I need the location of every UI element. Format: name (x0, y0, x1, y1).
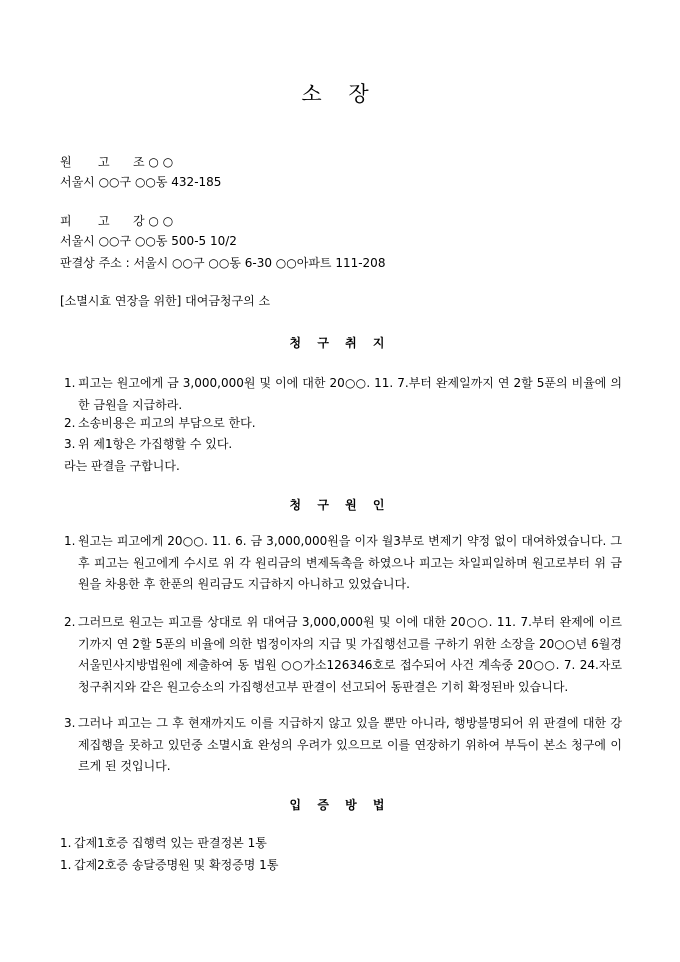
evidence-item-2 (60, 855, 620, 877)
item-text: 피고는 원고에게 금 3,000,000원 및 이에 대한 20○○. 11. 7.부터 완제일까지 연 2할 5푼의 비율에 의한 금원을 지급하라. (78, 376, 622, 412)
claim-purpose-item-3 (64, 434, 622, 456)
claim-purpose-item-1 (64, 373, 622, 416)
claim-purpose-item-2 (64, 413, 622, 435)
plaintiff-name: 조 ○ ○ (133, 155, 174, 169)
item-number: 1. (64, 376, 76, 390)
claim-cause-item-1 (64, 531, 622, 596)
case-name: [소멸시효 연장을 위한] 대여금청구의 소 (60, 294, 271, 308)
item-text: 갑제1호증 집행력 있는 판결정본 1통 (74, 836, 267, 850)
item-text: 소송비용은 피고의 부담으로 한다. (78, 416, 256, 430)
item-text: 그러므로 원고는 피고를 상대로 위 대여금 3,000,000원 및 이에 대한 20○○. 11. 7.부터 완제에 이르기까지 연 2할 5푼의 비율에 의한 법정이자의 지급 및 가집행선고를 구하기 위한 소장을 20○○년 6월경 서울민사지방법원에 제출하여 동 법원 ○○가소126346호로 접수되어 사건 계속중 20○○. 7. 24.자로 청구취지와 같은 원고승소의 가집행선고부 판결이 선고되어 동판결은 기히 확정된바 있습니다. (78, 615, 622, 694)
plaintiff-address: 서울시 ○○구 ○○동 432-185 (60, 175, 222, 189)
item-text: 갑제2호증 송달증명원 및 확정증명 1통 (74, 858, 279, 872)
item-number: 2. (64, 416, 76, 430)
claim-purpose-closing: 라는 판결을 구합니다. (64, 459, 180, 473)
item-number: 1. (60, 836, 72, 850)
defendant-role-char2: 고 (98, 214, 110, 228)
item-number: 1. (60, 858, 72, 872)
plaintiff-role-char2: 고 (98, 155, 110, 169)
defendant-address: 서울시 ○○구 ○○동 500-5 10/2 (60, 234, 237, 248)
item-number: 1. (64, 534, 76, 548)
claim-cause-heading: 청 구 원 인 (289, 498, 391, 512)
item-text: 그러나 피고는 그 후 현재까지도 이를 지급하지 않고 있을 뿐만 아니라, 행방불명되어 위 판결에 대한 강제집행을 못하고 있던중 소멸시효 완성의 우려가 있으므로 이를 연장하기 위하여 부득이 본소 청구에 이르게 된 것입니다. (78, 716, 622, 773)
item-number: 3. (64, 716, 76, 730)
evidence-heading: 입 증 방 법 (289, 798, 391, 812)
item-text: 위 제1항은 가집행할 수 있다. (78, 437, 233, 451)
defendant-name: 강 ○ ○ (133, 214, 174, 228)
item-text: 원고는 피고에게 20○○. 11. 6. 금 3,000,000원을 이자 월3부로 변제기 약정 없이 대여하였습니다. 그 후 피고는 원고에게 수시로 위 각 원리금의 변제독촉을 하였으나 피고는 차일피일하며 원고로부터 위 금원을 차용한 후 한푼의 원리금도 지급하지 아니하고 있었습니다. (78, 534, 622, 591)
evidence-item-1 (60, 833, 620, 855)
item-number: 3. (64, 437, 76, 451)
claim-cause-item-3 (64, 713, 622, 778)
claim-purpose-heading: 청 구 취 지 (289, 336, 391, 350)
item-number: 2. (64, 615, 76, 629)
document-title: 소 장 (301, 82, 379, 106)
plaintiff-role-char1: 원 (60, 155, 72, 169)
defendant-role-char1: 피 (60, 214, 72, 228)
claim-cause-item-2 (64, 612, 622, 698)
defendant-registry-address: 판결상 주소 : 서울시 ○○구 ○○동 6-30 ○○아파트 111-208 (60, 256, 386, 270)
